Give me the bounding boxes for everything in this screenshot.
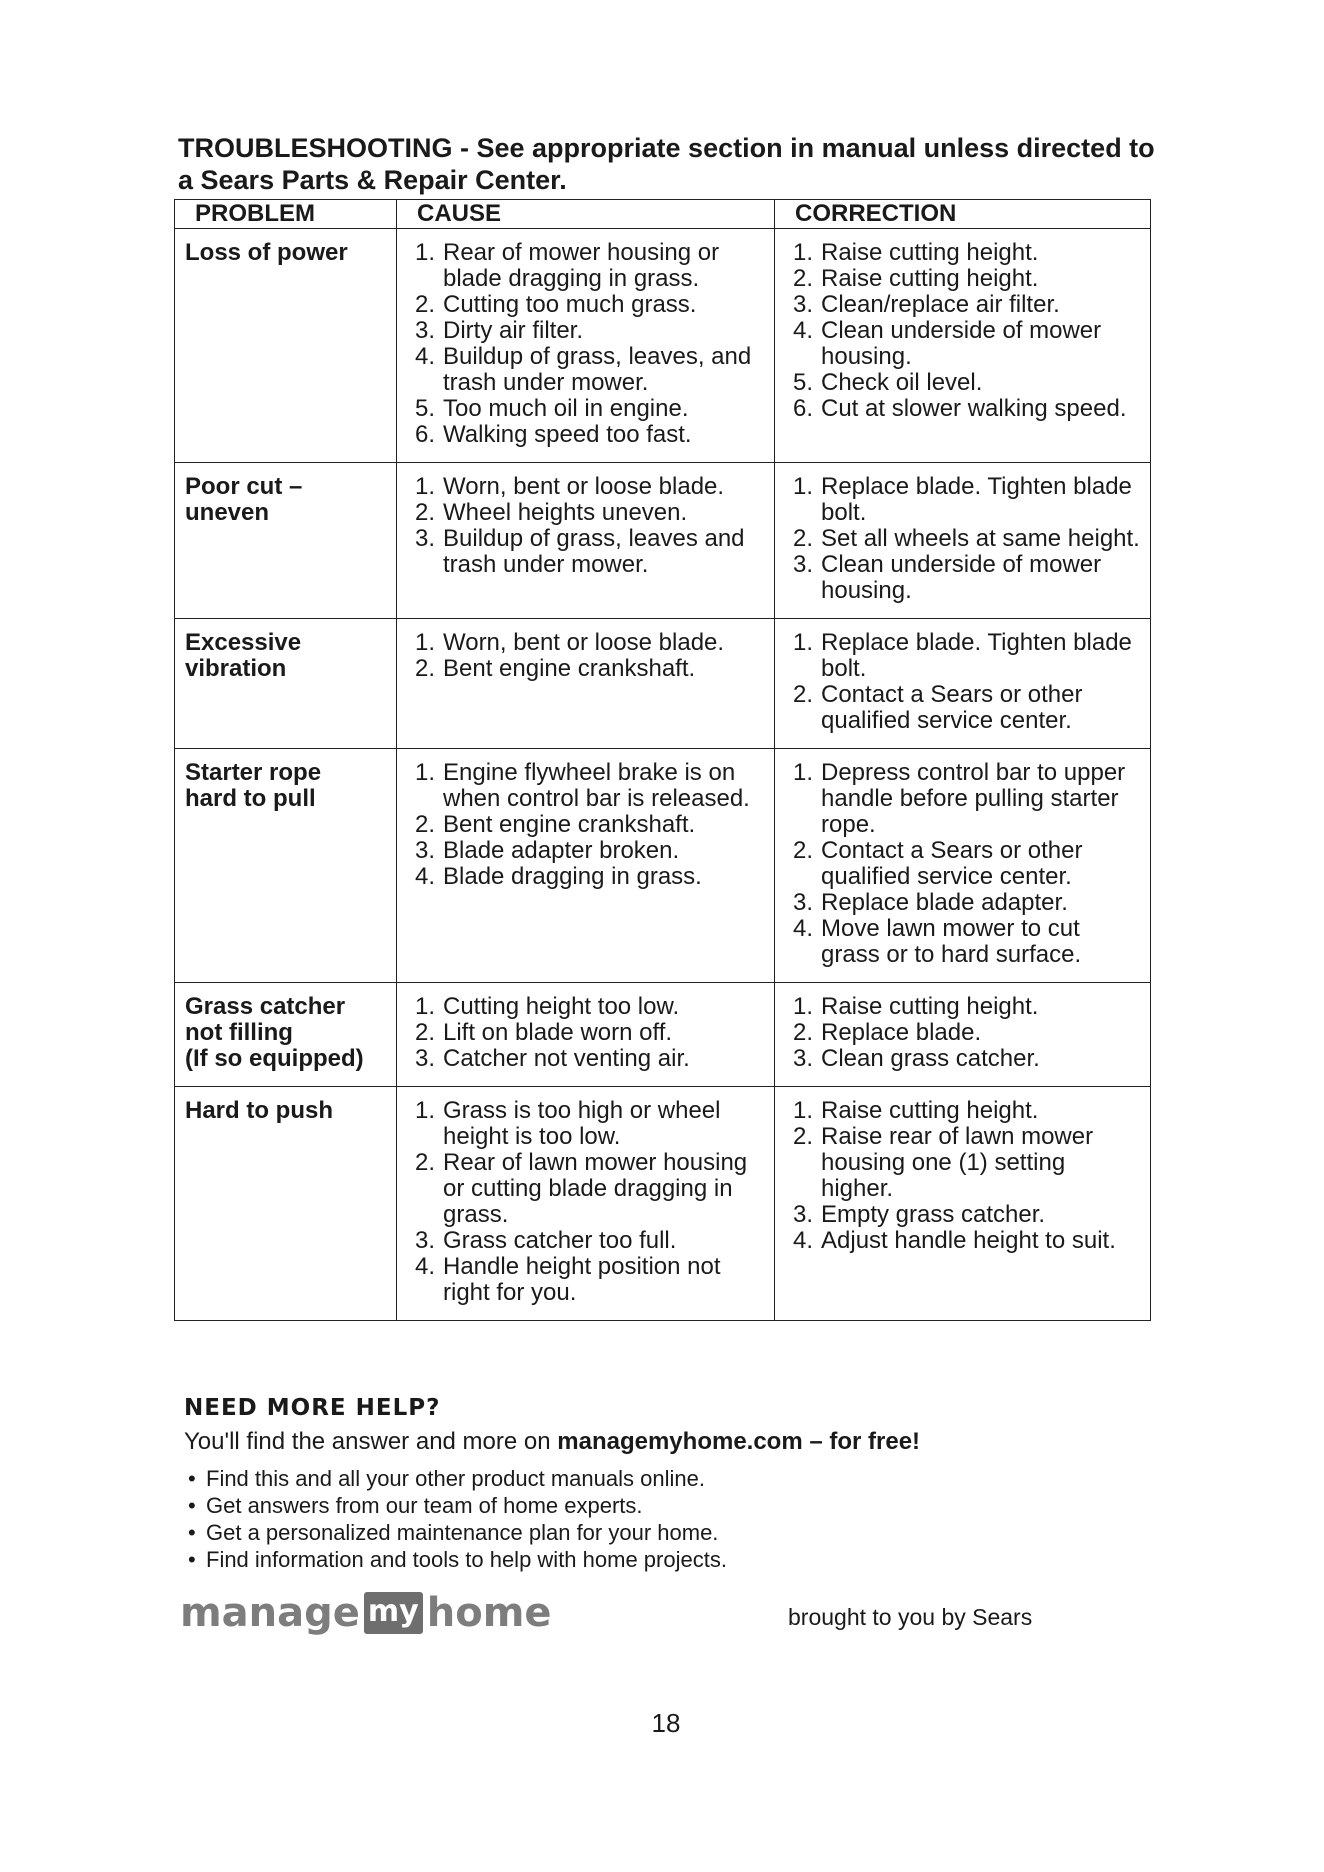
- correction-number: 3.: [792, 889, 813, 916]
- correction-item: [783, 1124, 1142, 1202]
- logo-text-home: home: [426, 1590, 552, 1636]
- cause-item: [405, 760, 766, 812]
- cause-cell: [397, 983, 775, 1087]
- help-heading: NEED MORE HELP?: [184, 1395, 441, 1421]
- cause-text: Grass catcher too full.: [443, 1227, 677, 1254]
- cause-list: [405, 474, 766, 578]
- cause-cell: [397, 619, 775, 749]
- correction-item: [783, 474, 1142, 526]
- cause-item: [405, 864, 766, 890]
- help-intro: [184, 1427, 1184, 1457]
- table-row: [175, 749, 1151, 983]
- cause-cell: [397, 463, 775, 619]
- correction-number: 4.: [792, 915, 813, 942]
- troubleshooting-table: [174, 199, 1151, 1321]
- correction-cell: [775, 983, 1151, 1087]
- logo-text-my: my: [364, 1592, 423, 1634]
- cause-text: Blade dragging in grass.: [443, 863, 702, 890]
- correction-item: [783, 1020, 1142, 1046]
- correction-cell: [775, 749, 1151, 983]
- problem-text: Loss of power: [185, 239, 348, 266]
- cause-list: [405, 760, 766, 890]
- cause-text: Buildup of grass, leaves, and trash under mower.: [443, 343, 752, 396]
- cause-cell: [397, 1087, 775, 1321]
- cause-number: 2.: [414, 811, 435, 838]
- cause-item: [405, 994, 766, 1020]
- header-problem: PROBLEM: [175, 200, 397, 229]
- cause-text: Engine flywheel brake is on when control bar is released.: [443, 759, 750, 812]
- problem-cell: [175, 463, 397, 619]
- correction-item: [783, 292, 1142, 318]
- correction-item: [783, 1098, 1142, 1124]
- cause-item: [405, 1254, 766, 1306]
- cause-item: [405, 630, 766, 656]
- cause-text: Worn, bent or loose blade.: [443, 473, 725, 500]
- correction-text: Cut at slower walking speed.: [821, 395, 1127, 422]
- problem-cell: [175, 229, 397, 463]
- help-list-item: • Get answers from our team of home experts.: [184, 1492, 1184, 1519]
- correction-item: [783, 1228, 1142, 1254]
- correction-list: [783, 630, 1142, 734]
- cause-item: [405, 474, 766, 500]
- cause-text: Grass is too high or wheel height is too low.: [443, 1097, 721, 1150]
- website-link[interactable]: managemyhome.com – for free!: [557, 1428, 921, 1455]
- problem-cell: [175, 619, 397, 749]
- cause-number: 2.: [414, 499, 435, 526]
- cause-text: Worn, bent or loose blade.: [443, 629, 725, 656]
- cause-list: [405, 240, 766, 448]
- correction-number: 2.: [792, 525, 813, 552]
- table-row: [175, 463, 1151, 619]
- cause-cell: [397, 749, 775, 983]
- correction-item: [783, 630, 1142, 682]
- correction-text: Raise rear of lawn mower housing one (1) setting higher.: [821, 1123, 1094, 1202]
- cause-number: 3.: [414, 317, 435, 344]
- cause-item: [405, 526, 766, 578]
- cause-item: [405, 396, 766, 422]
- correction-number: 5.: [792, 369, 813, 396]
- cause-item: [405, 1228, 766, 1254]
- cause-list: [405, 630, 766, 682]
- correction-number: 3.: [792, 551, 813, 578]
- correction-text: Raise cutting height.: [821, 265, 1039, 292]
- correction-number: 2.: [792, 1019, 813, 1046]
- correction-text: Check oil level.: [821, 369, 983, 396]
- correction-number: 2.: [792, 265, 813, 292]
- help-section: [184, 1395, 1184, 1573]
- correction-text: Clean/replace air filter.: [821, 291, 1060, 318]
- cause-number: 1.: [414, 239, 435, 266]
- correction-list: [783, 240, 1142, 422]
- cause-text: Too much oil in engine.: [443, 395, 689, 422]
- correction-cell: [775, 619, 1151, 749]
- cause-number: 1.: [414, 993, 435, 1020]
- correction-item: [783, 1046, 1142, 1072]
- correction-item: [783, 552, 1142, 604]
- correction-text: Raise cutting height.: [821, 993, 1039, 1020]
- correction-text: Raise cutting height.: [821, 1097, 1039, 1124]
- correction-text: Replace blade. Tighten blade bolt.: [821, 629, 1132, 682]
- correction-cell: [775, 463, 1151, 619]
- cause-text: Bent engine crankshaft.: [443, 655, 696, 682]
- correction-number: 3.: [792, 1201, 813, 1228]
- cause-number: 6.: [414, 421, 435, 448]
- cause-text: Rear of lawn mower housing or cutting blade dragging in grass.: [443, 1149, 748, 1228]
- help-list: [184, 1465, 1184, 1573]
- help-list-item: • Get a personalized maintenance plan for your home.: [184, 1519, 1184, 1546]
- cause-item: [405, 1020, 766, 1046]
- cause-item: [405, 422, 766, 448]
- problem-text: Excessive: [185, 629, 302, 656]
- cause-number: 4.: [414, 343, 435, 370]
- table-row: [175, 229, 1151, 463]
- correction-number: 1.: [792, 473, 813, 500]
- problem-text: uneven: [185, 499, 270, 526]
- correction-text: Contact a Sears or other qualified service center.: [821, 837, 1083, 890]
- cause-number: 1.: [414, 473, 435, 500]
- correction-item: [783, 916, 1142, 968]
- problem-cell: [175, 1087, 397, 1321]
- correction-item: [783, 890, 1142, 916]
- cause-number: 1.: [414, 759, 435, 786]
- problem-text: vibration: [185, 655, 287, 682]
- correction-item: [783, 682, 1142, 734]
- correction-text: Set all wheels at same height.: [821, 525, 1140, 552]
- correction-text: Move lawn mower to cut grass or to hard surface.: [821, 915, 1082, 968]
- problem-text: Hard to push: [185, 1097, 333, 1124]
- cause-number: 3.: [414, 525, 435, 552]
- correction-number: 6.: [792, 395, 813, 422]
- problem-text: Grass catcher: [185, 993, 346, 1020]
- correction-text: Empty grass catcher.: [821, 1201, 1046, 1228]
- correction-number: 3.: [792, 1045, 813, 1072]
- cause-text: Cutting height too low.: [443, 993, 680, 1020]
- correction-cell: [775, 229, 1151, 463]
- problem-text: (If so equipped): [185, 1045, 364, 1072]
- cause-item: [405, 318, 766, 344]
- correction-number: 1.: [792, 993, 813, 1020]
- cause-text: Dirty air filter.: [443, 317, 584, 344]
- cause-number: 4.: [414, 863, 435, 890]
- cause-text: Cutting too much grass.: [443, 291, 697, 318]
- cause-item: [405, 1098, 766, 1150]
- cause-number: 2.: [414, 291, 435, 318]
- correction-item: [783, 396, 1142, 422]
- cause-text: Walking speed too fast.: [443, 421, 692, 448]
- cause-number: 2.: [414, 655, 435, 682]
- correction-text: Replace blade adapter.: [821, 889, 1068, 916]
- cause-number: 3.: [414, 1227, 435, 1254]
- cause-list: [405, 994, 766, 1072]
- cause-item: [405, 656, 766, 682]
- cause-list: [405, 1098, 766, 1306]
- correction-number: 3.: [792, 291, 813, 318]
- cause-text: Wheel heights uneven.: [443, 499, 688, 526]
- correction-item: [783, 838, 1142, 890]
- cause-number: 3.: [414, 837, 435, 864]
- cause-text: Handle height position not right for you.: [443, 1253, 721, 1306]
- cause-item: [405, 812, 766, 838]
- cause-item: [405, 1150, 766, 1228]
- cause-number: 2.: [414, 1149, 435, 1176]
- page-number: 18: [651, 1708, 681, 1738]
- header-correction: CORRECTION: [775, 200, 1151, 229]
- cause-item: [405, 1046, 766, 1072]
- cause-item: [405, 240, 766, 292]
- correction-number: 2.: [792, 837, 813, 864]
- correction-text: Clean underside of mower housing.: [821, 317, 1102, 370]
- correction-list: [783, 760, 1142, 968]
- correction-item: [783, 760, 1142, 838]
- correction-text: Adjust handle height to suit.: [821, 1227, 1116, 1254]
- correction-list: [783, 474, 1142, 604]
- cause-text: Lift on blade worn off.: [443, 1019, 673, 1046]
- cause-number: 1.: [414, 629, 435, 656]
- help-list-item: • Find this and all your other product manuals online.: [184, 1465, 1184, 1492]
- problem-text: not filling: [185, 1019, 293, 1046]
- managemyhome-logo: [180, 1588, 552, 1638]
- correction-cell: [775, 1087, 1151, 1321]
- correction-item: [783, 526, 1142, 552]
- page-title: TROUBLESHOOTING - See appropriate section in manual unless directed to a Sears Parts & Repair Center.: [178, 133, 1155, 195]
- table-row: [175, 983, 1151, 1087]
- correction-number: 4.: [792, 1227, 813, 1254]
- tagline: brought to you by Sears: [788, 1604, 1033, 1630]
- correction-number: 2.: [792, 681, 813, 708]
- header-cause: CAUSE: [397, 200, 775, 229]
- cause-item: [405, 500, 766, 526]
- cause-text: Catcher not venting air.: [443, 1045, 690, 1072]
- cause-number: 3.: [414, 1045, 435, 1072]
- correction-item: [783, 266, 1142, 292]
- cause-text: Bent engine crankshaft.: [443, 811, 696, 838]
- problem-cell: [175, 983, 397, 1087]
- table-body: [175, 229, 1151, 1321]
- correction-item: [783, 240, 1142, 266]
- table-header-row: [175, 200, 1151, 229]
- help-list-item: • Find information and tools to help with home projects.: [184, 1546, 1184, 1573]
- help-intro-text: You'll find the answer and more on: [184, 1428, 558, 1455]
- cause-number: 5.: [414, 395, 435, 422]
- correction-item: [783, 1202, 1142, 1228]
- cause-item: [405, 292, 766, 318]
- problem-cell: [175, 749, 397, 983]
- problem-text: Starter rope: [185, 759, 322, 786]
- cause-cell: [397, 229, 775, 463]
- cause-number: 4.: [414, 1253, 435, 1280]
- correction-number: 1.: [792, 629, 813, 656]
- problem-text: hard to pull: [185, 785, 316, 812]
- cause-item: [405, 344, 766, 396]
- logo-text-manage: manage: [180, 1590, 360, 1636]
- correction-number: 2.: [792, 1123, 813, 1150]
- correction-number: 4.: [792, 317, 813, 344]
- correction-number: 1.: [792, 239, 813, 266]
- cause-item: [405, 838, 766, 864]
- correction-item: [783, 318, 1142, 370]
- cause-number: 1.: [414, 1097, 435, 1124]
- correction-list: [783, 1098, 1142, 1254]
- correction-text: Clean grass catcher.: [821, 1045, 1040, 1072]
- problem-text: Poor cut –: [185, 473, 303, 500]
- correction-item: [783, 370, 1142, 396]
- correction-item: [783, 994, 1142, 1020]
- cause-text: Rear of mower housing or blade dragging in grass.: [443, 239, 720, 292]
- cause-text: Buildup of grass, leaves and trash under mower.: [443, 525, 745, 578]
- correction-text: Clean underside of mower housing.: [821, 551, 1102, 604]
- cause-text: Blade adapter broken.: [443, 837, 680, 864]
- table-row: [175, 619, 1151, 749]
- cause-number: 2.: [414, 1019, 435, 1046]
- correction-text: Replace blade. Tighten blade bolt.: [821, 473, 1132, 526]
- correction-number: 1.: [792, 759, 813, 786]
- correction-text: Replace blade.: [821, 1019, 982, 1046]
- table-row: [175, 1087, 1151, 1321]
- correction-number: 1.: [792, 1097, 813, 1124]
- correction-text: Raise cutting height.: [821, 239, 1039, 266]
- correction-text: Contact a Sears or other qualified service center.: [821, 681, 1083, 734]
- correction-list: [783, 994, 1142, 1072]
- correction-text: Depress control bar to upper handle before pulling starter rope.: [821, 759, 1126, 838]
